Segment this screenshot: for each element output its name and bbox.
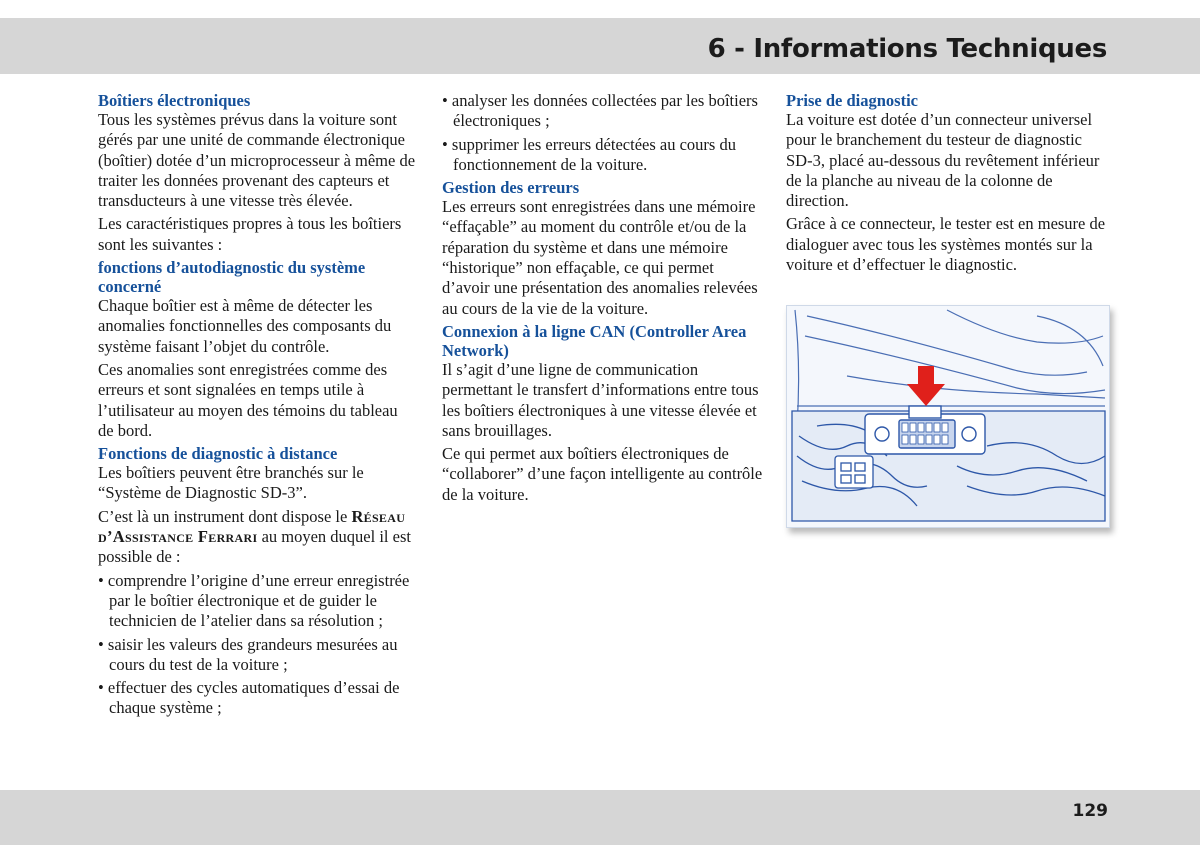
connector-drawing (787, 306, 1109, 527)
paragraph: Il s’agit d’une ligne de communication permettant le transfert d’informations entre tous les boîtiers électroniques à une vitesse élevée et sans brouillages. (442, 359, 759, 440)
text-run: C’est là un instrument dont dispose le (98, 506, 352, 526)
column-2 (442, 91, 764, 508)
chapter-title: 6 - Informations Techniques (707, 34, 1107, 64)
network-name: Réseau d’Assistance Ferrari (98, 506, 406, 547)
paragraph: Les erreurs sont enregistrées dans une mémoire “effaçable” au moment du contrôle et/ou de la réparation du système et dans une mémoire “historique” non effaçable, ce qui permet d’avoir une présentation des anomalies relevées au cours de la vie de la voiture. (442, 197, 758, 318)
paragraph: La voiture est dotée d’un connecteur universel pour le branchement du testeur de diagnostic SD-3, placé au-dessous du revêtement inférieur de la planche au niveau de la colonne de direction. (786, 110, 1100, 211)
paragraph: Chaque boîtier est à même de détecter les anomalies fonctionnelles des composants du système faisant l’objet du contrôle. (98, 296, 392, 356)
paragraph: Les caractéristiques propres à tous les boîtiers sont les suivantes : (98, 214, 402, 254)
paragraph: Grâce à ce connecteur, le tester est en mesure de dialoguer avec tous les systèmes montés sur la voiture et d’effectuer le diagnostic. (786, 214, 1106, 275)
list-item: • effectuer des cycles automatiques d’essai de chaque système ; (98, 678, 400, 718)
text-run: au moyen duquel il est possible de : (98, 527, 411, 567)
column-1 (98, 91, 416, 722)
list-item: • supprimer les erreurs détectées au cours du fonctionnement de la voiture. (442, 134, 736, 174)
diagnostic-connector-illustration (786, 305, 1110, 528)
heading-boitiers: Boîtiers électroniques (98, 91, 251, 110)
heading-connexion-can: Connexion à la ligne CAN (Controller Area Network) (442, 321, 747, 360)
paragraph: Les boîtiers peuvent être branchés sur le “Système de Diagnostic SD-3”. (98, 463, 364, 503)
heading-gestion-erreurs: Gestion des erreurs (442, 178, 580, 198)
page-number: 129 (1072, 801, 1108, 821)
heading-prise-diagnostic: Prise de diagnostic (786, 91, 918, 110)
list-item: • saisir les valeurs des grandeurs mesurées au cours du test de la voiture ; (98, 634, 398, 674)
list-item: • comprendre l’origine d’une erreur enregistrée par le boîtier électronique et de guider le technicien de l’atelier dans sa résolution ; (98, 570, 410, 631)
list-item: • analyser les données collectées par les boîtiers électroniques ; (442, 91, 758, 131)
footer-band (0, 790, 1200, 845)
paragraph (98, 507, 416, 568)
heading-diagnostic-distance: Fonctions de diagnostic à distance (98, 444, 338, 464)
column-3 (786, 91, 1108, 278)
paragraph: Tous les systèmes prévus dans la voiture sont gérés par une unité de commande électronique (boîtier) dotée d’un microprocesseur à même de traiter les données provenant des capteurs et transducteurs à une vitesse très élevée. (98, 110, 416, 211)
paragraph: Ces anomalies sont enregistrées comme des erreurs et sont signalées en temps utile à l’utilisateur au moyen des témoins du tableau de bord. (98, 359, 398, 440)
heading-autodiagnostic: fonctions d’autodiagnostic du système concerné (98, 258, 366, 297)
paragraph: Ce qui permet aux boîtiers électroniques de “collaborer” d’une façon intelligente au contrôle de la voiture. (442, 444, 763, 504)
